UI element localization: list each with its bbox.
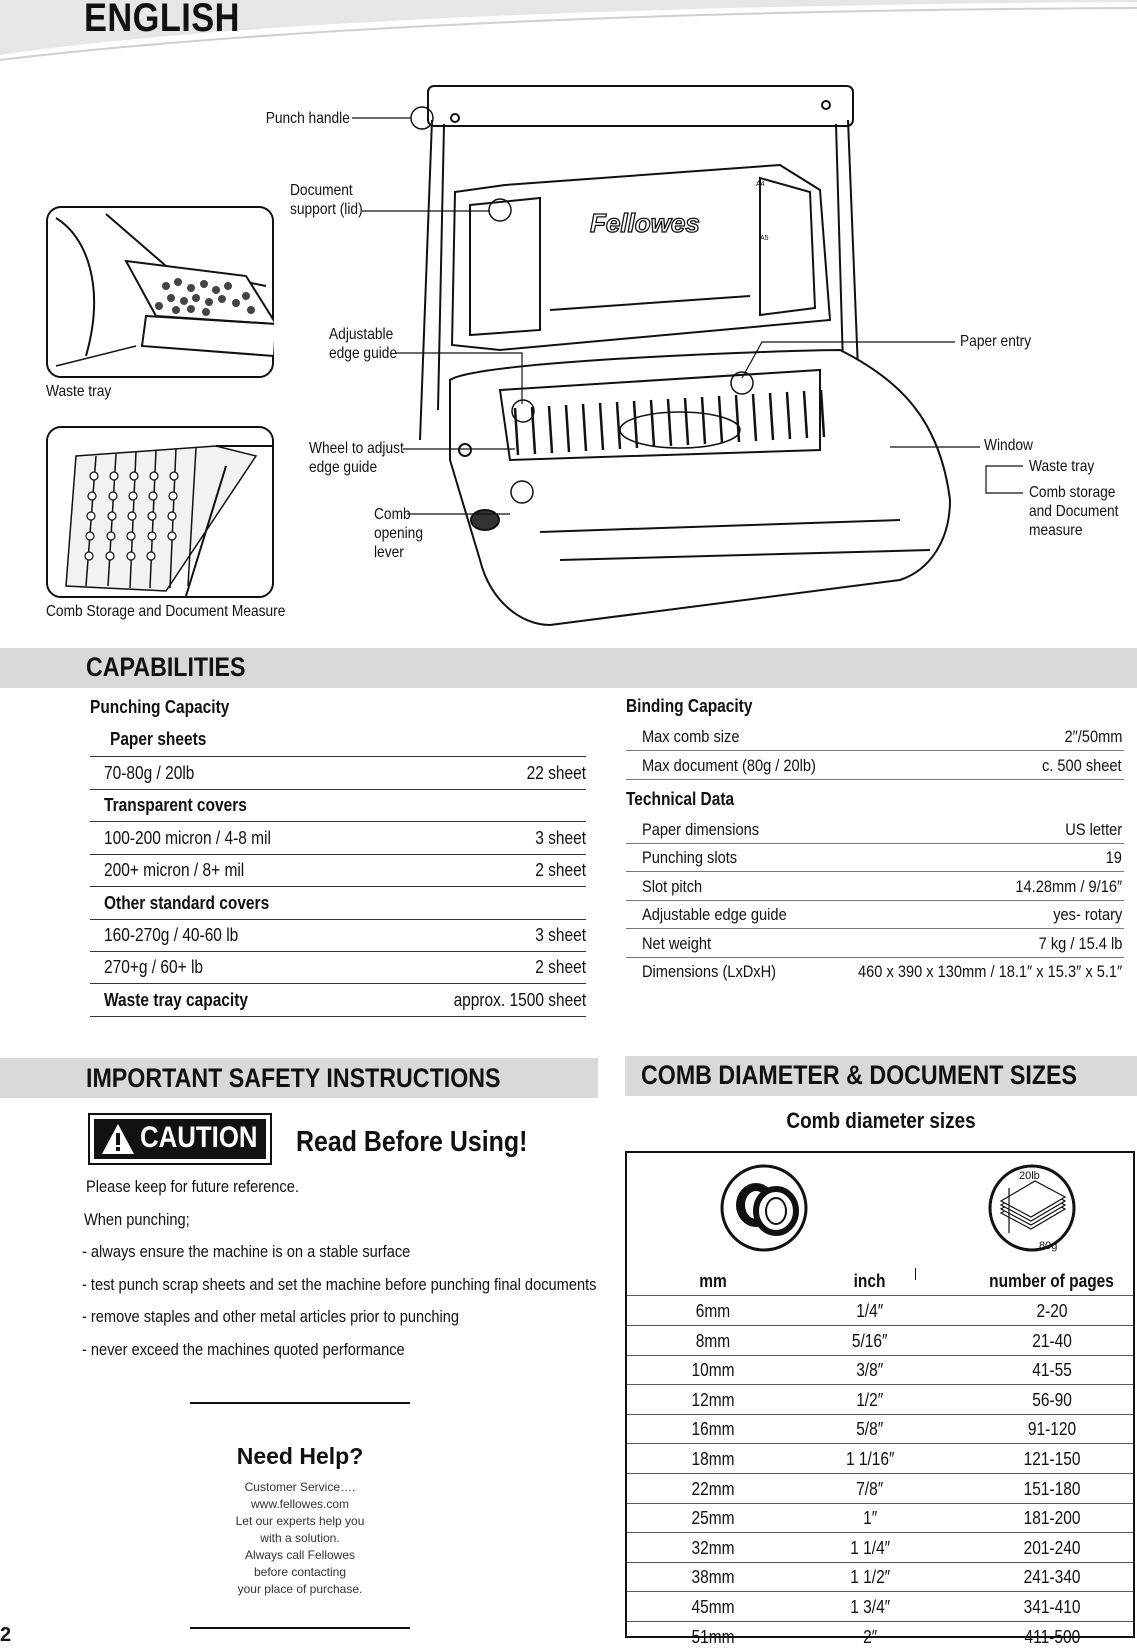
caution-label — [88, 1113, 272, 1165]
paper-sheets-heading: Paper sheets — [110, 729, 207, 749]
comb-cell-text: 241-340 — [1023, 1567, 1081, 1588]
comb-inch-cell — [790, 1627, 950, 1648]
comb-cell-text: 56-90 — [1032, 1389, 1072, 1410]
comb-table-row — [627, 1474, 1133, 1504]
safety-title: IMPORTANT SAFETY INSTRUCTIONS — [86, 1063, 501, 1093]
comb-header-cell — [790, 1271, 950, 1292]
paper-size-a4-mark: A4 — [756, 181, 765, 188]
comb-cell-text: 1″ — [862, 1508, 878, 1529]
comb-inch-cell — [790, 1449, 950, 1470]
punching-row — [90, 887, 586, 920]
comb-cell-text: 3/8″ — [856, 1360, 884, 1381]
paper-weight-20lb: 20lb — [1019, 1170, 1040, 1182]
comb-pages-cell — [972, 1301, 1132, 1322]
punching-row-value: 3 sheet — [535, 925, 586, 945]
capabilities-title: CAPABILITIES — [86, 652, 246, 682]
inset-comb-storage-label: Comb Storage and Document Measure — [46, 603, 286, 620]
comb-inch-cell — [790, 1419, 950, 1440]
label-document-support-1: Document — [290, 182, 353, 199]
label-wheel-2: edge guide — [309, 459, 378, 476]
label-window: Window — [984, 437, 1033, 454]
comb-pages-cell — [972, 1419, 1132, 1440]
help-line: www.fellowes.com — [250, 1497, 350, 1511]
leader-lines — [0, 0, 1137, 640]
comb-mm-cell — [633, 1331, 793, 1352]
keep-for-reference: Please keep for future reference. — [86, 1177, 299, 1196]
technical-row-label: Dimensions (LxDxH) — [642, 962, 777, 981]
comb-inch-cell — [790, 1360, 950, 1381]
fellowes-logo: Fellowes — [590, 208, 700, 238]
comb-cell-text: 45mm — [691, 1597, 735, 1617]
binding-row-label: Max comb size — [642, 727, 740, 746]
punching-row — [90, 854, 586, 887]
binding-row-label: Max document (80g / 20lb) — [642, 756, 816, 775]
comb-cell-text: 41-55 — [1032, 1360, 1072, 1381]
label-comb-storage-2: and Document — [1029, 503, 1119, 520]
language-title: ENGLISH — [84, 0, 240, 40]
comb-cell-text: 151-180 — [1023, 1478, 1081, 1499]
technical-row — [626, 872, 1124, 901]
comb-cell-text: 1 1/16″ — [845, 1449, 895, 1469]
comb-pages-cell — [972, 1331, 1132, 1352]
comb-cell-text: 7/8″ — [856, 1478, 884, 1499]
comb-cell-text: 5/8″ — [856, 1419, 884, 1440]
comb-inch-cell — [790, 1538, 950, 1559]
comb-inch-cell — [790, 1301, 950, 1322]
comb-table-row — [627, 1622, 1133, 1651]
comb-mm-cell — [633, 1627, 793, 1648]
comb-cell-text: 1 3/4″ — [850, 1597, 890, 1617]
label-comb-lever-3: lever — [374, 544, 404, 561]
read-before-using: Read Before Using! — [296, 1126, 528, 1158]
help-bottom-rule — [190, 1627, 410, 1629]
comb-table-header — [627, 1266, 1133, 1296]
comb-cell-text: 121-150 — [1023, 1449, 1081, 1469]
comb-inch-cell — [790, 1390, 950, 1411]
comb-table-row — [627, 1385, 1133, 1415]
punching-row-label: 200+ micron / 8+ mil — [104, 860, 245, 881]
comb-cell-text: 1 1/2″ — [850, 1567, 890, 1588]
binding-capacity-heading: Binding Capacity — [626, 696, 753, 716]
comb-cell-text: 18mm — [691, 1449, 735, 1469]
comb-pages-cell — [972, 1479, 1132, 1500]
comb-cell-text: 10mm — [691, 1360, 735, 1381]
comb-pages-cell — [972, 1390, 1132, 1411]
safety-item: - remove staples and other metal articles prior to punching — [82, 1307, 460, 1326]
comb-inch-cell — [790, 1567, 950, 1588]
punching-row-label: Other standard covers — [104, 892, 270, 913]
punching-row-value: 2 sheet — [535, 957, 586, 978]
comb-cell-text: 25mm — [691, 1508, 735, 1529]
comb-header-cell — [633, 1271, 793, 1292]
page-number: 2 — [0, 1624, 12, 1646]
comb-cell-text: 2-20 — [1036, 1301, 1068, 1321]
help-line: Customer Service…. — [244, 1480, 356, 1494]
comb-pages-cell — [972, 1597, 1132, 1618]
comb-cell-text: 38mm — [691, 1567, 735, 1588]
technical-row — [626, 843, 1124, 872]
binding-row-value: c. 500 sheet — [1042, 756, 1122, 775]
warning-triangle-icon — [100, 1122, 136, 1156]
binding-row-value: 2″/50mm — [1064, 727, 1122, 746]
comb-inch-cell — [790, 1597, 950, 1618]
punching-row — [90, 789, 586, 822]
comb-mm-cell — [633, 1479, 793, 1500]
comb-inch-cell — [790, 1508, 950, 1529]
comb-header-text: number of pages — [989, 1271, 1115, 1291]
comb-cell-text: 201-240 — [1023, 1537, 1081, 1558]
comb-table-row — [627, 1296, 1133, 1326]
technical-row-label: Punching slots — [642, 848, 738, 868]
binding-row — [626, 751, 1124, 780]
label-paper-entry: Paper entry — [960, 333, 1032, 350]
punching-row-value: 22 sheet — [526, 763, 586, 783]
punching-row-label: 270+g / 60+ lb — [104, 957, 203, 978]
comb-title: COMB DIAMETER & DOCUMENT SIZES — [641, 1060, 1078, 1090]
comb-mm-cell — [633, 1538, 793, 1559]
comb-cell-text: 32mm — [691, 1537, 735, 1558]
paper-size-a5-mark: A5 — [760, 235, 769, 242]
binding-row — [626, 722, 1124, 751]
comb-table-row — [627, 1592, 1133, 1622]
comb-table-row — [627, 1562, 1133, 1592]
safety-item: - always ensure the machine is on a stable surface — [82, 1242, 411, 1261]
punching-row — [90, 822, 586, 855]
paper-weight-80g: 80g — [1039, 1240, 1058, 1252]
comb-pages-cell — [972, 1508, 1132, 1529]
label-waste-tray: Waste tray — [1029, 458, 1095, 475]
punching-row-label: 70-80g / 20lb — [104, 763, 195, 783]
inset-waste-tray-label: Waste tray — [46, 383, 112, 400]
need-help-title: Need Help? — [236, 1443, 364, 1469]
technical-row-value: 19 — [1105, 848, 1122, 868]
technical-row-label: Slot pitch — [642, 876, 703, 896]
comb-mm-cell — [633, 1419, 793, 1440]
technical-row-value: US letter — [1065, 820, 1122, 839]
comb-table-row — [627, 1444, 1133, 1474]
comb-inch-cell — [790, 1479, 950, 1500]
comb-cell-text: 12mm — [691, 1389, 735, 1410]
comb-pages-cell — [972, 1449, 1132, 1470]
technical-row — [626, 957, 1124, 985]
comb-cell-text: 51mm — [691, 1626, 735, 1647]
comb-cell-text: 1 1/4″ — [850, 1537, 890, 1558]
comb-header-text: mm — [699, 1271, 727, 1291]
label-adjustable-guide-1: Adjustable — [329, 326, 394, 343]
technical-row-value: 460 x 390 x 130mm / 18.1″ x 15.3″ x 5.1″ — [857, 962, 1122, 981]
label-adjustable-guide-2: edge guide — [329, 345, 398, 362]
comb-header-cell — [972, 1271, 1132, 1292]
paper-stack-icon — [987, 1163, 1077, 1253]
punching-row-value: 2 sheet — [535, 860, 586, 881]
technical-data-heading: Technical Data — [626, 789, 735, 809]
comb-cell-text: 1/2″ — [856, 1389, 884, 1410]
technical-row-label: Adjustable edge guide — [642, 905, 787, 925]
punching-row — [90, 984, 586, 1017]
technical-row-value: 7 kg / 15.4 lb — [1038, 933, 1122, 953]
comb-inch-cell — [790, 1331, 950, 1352]
comb-pages-cell — [972, 1567, 1132, 1588]
label-document-support-2: support (lid) — [290, 201, 363, 218]
comb-mm-cell — [633, 1597, 793, 1618]
label-wheel-1: Wheel to adjust — [309, 440, 404, 457]
comb-cell-text: 6mm — [695, 1301, 731, 1321]
comb-cell-text: 16mm — [691, 1419, 735, 1440]
comb-cell-text: 411-500 — [1024, 1626, 1080, 1647]
comb-mm-cell — [633, 1567, 793, 1588]
label-comb-storage-3: measure — [1029, 522, 1083, 539]
label-comb-storage-1: Comb storage — [1029, 484, 1116, 501]
punching-row-label: Waste tray capacity — [104, 989, 248, 1010]
punching-row-value: approx. 1500 sheet — [453, 989, 586, 1010]
comb-table-row — [627, 1326, 1133, 1356]
label-comb-lever-2: opening — [374, 525, 423, 542]
punching-row-label: Transparent covers — [104, 795, 247, 816]
help-line: Always call Fellowes — [244, 1548, 356, 1562]
comb-cell-text: 8mm — [695, 1330, 731, 1351]
punching-row-label: 160-270g / 40-60 lb — [104, 925, 239, 945]
punching-row-value: 3 sheet — [535, 827, 586, 848]
technical-row-value: 14.28mm / 9/16″ — [1015, 876, 1122, 896]
comb-mm-cell — [633, 1449, 793, 1470]
comb-cell-text: 22mm — [691, 1478, 735, 1499]
comb-cell-text: 1/4″ — [856, 1301, 884, 1321]
label-punch-handle: Punch handle — [265, 110, 350, 127]
technical-row-value: yes- rotary — [1052, 905, 1122, 925]
comb-cell-text: 5/16″ — [852, 1330, 888, 1351]
comb-mm-cell — [633, 1390, 793, 1411]
comb-cell-text: 181-200 — [1023, 1508, 1081, 1529]
safety-item: - never exceed the machines quoted performance — [82, 1339, 405, 1359]
comb-mm-cell — [633, 1508, 793, 1529]
comb-cell-text: 91-120 — [1027, 1419, 1077, 1440]
comb-table-row — [627, 1355, 1133, 1385]
comb-cell-text: 341-410 — [1023, 1597, 1081, 1617]
comb-header-text: inch — [854, 1271, 886, 1291]
technical-row-label: Net weight — [642, 933, 712, 953]
comb-pages-cell — [972, 1538, 1132, 1559]
help-line: with a solution. — [260, 1531, 340, 1545]
technical-row — [626, 815, 1124, 844]
caution-word: CAUTION — [140, 1121, 258, 1154]
punching-row — [90, 919, 586, 952]
comb-mm-cell — [633, 1301, 793, 1322]
comb-rings-icon — [718, 1163, 810, 1253]
comb-pages-cell — [972, 1627, 1132, 1648]
when-punching: When punching; — [84, 1210, 190, 1229]
comb-cell-text: 2″ — [862, 1626, 878, 1647]
punching-row — [90, 757, 586, 790]
punching-capacity-heading: Punching Capacity — [90, 697, 230, 717]
technical-row — [626, 929, 1124, 958]
punching-row — [90, 951, 586, 984]
technical-row-label: Paper dimensions — [642, 820, 760, 839]
comb-mm-cell — [633, 1360, 793, 1381]
technical-row — [626, 900, 1124, 929]
comb-subtitle: Comb diameter sizes — [786, 1108, 976, 1133]
label-comb-lever-1: Comb — [374, 506, 411, 523]
comb-table-row — [627, 1414, 1133, 1444]
help-line: Let our experts help you — [235, 1514, 365, 1528]
safety-item: - test punch scrap sheets and set the machine before punching final documents — [82, 1274, 597, 1294]
comb-table-row — [627, 1533, 1133, 1563]
help-line: your place of purchase. — [237, 1582, 363, 1596]
punching-row-label: 100-200 micron / 4-8 mil — [104, 827, 271, 848]
help-top-rule — [190, 1402, 410, 1404]
comb-pages-cell — [972, 1360, 1132, 1381]
comb-cell-text: 21-40 — [1032, 1330, 1072, 1351]
comb-table-row — [627, 1503, 1133, 1533]
help-line: before contacting — [253, 1565, 347, 1579]
